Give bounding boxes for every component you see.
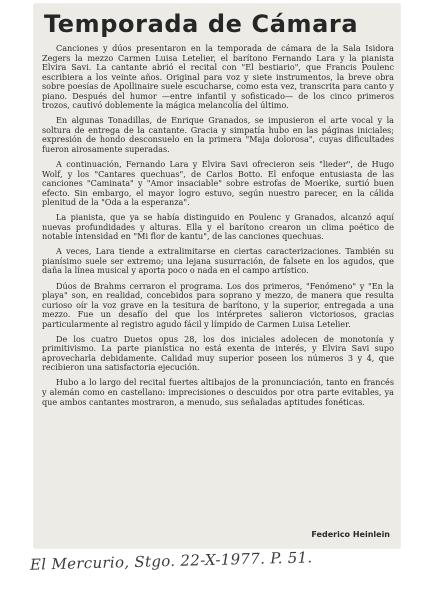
- handwritten-source-note: El Mercurio, Stgo. 22-X-1977. P. 51.: [29, 548, 313, 574]
- article-paragraph: La pianista, que ya se había distinguido en Poulenc y Granados, alcanzó aquí nuevas profundidades y alturas. Ella y el barítono crearon un clima poético de notable intensidad en "Mi flor de kantu", de las canciones quechuas.: [42, 212, 394, 242]
- article-paragraph: A veces, Lara tiende a extralimitarse en ciertas caracterizaciones. También su pianísimo suele ser extremo; una lejana susurración, de falsete en los agudos, que daña la línea musical y aporta poco o nada en el campo artístico.: [42, 246, 394, 276]
- author-signature: Federico Heinlein: [311, 530, 390, 539]
- article-paragraph: De los cuatro Duetos opus 28, los dos iniciales adolecen de monotonía y primitivismo. La parte pianística no está exenta de interés, y Elvira Savi supo aprovecharla debidamente. Calidad muy superior poseen los números 3 y 4, que recibieron una satisfactoria ejecución.: [42, 333, 394, 373]
- article-paragraph: Dúos de Brahms cerraron el programa. Los dos primeros, "Fenómeno" y "En la playa" son, en realidad, concebidos para soprano y mezzo, de manera que resulta curioso oír la voz grave en la tesitura de barítono, y la superior, entregada a una mezzo. Fue un desafío del que los intérpretes salieron victoriosos, gracias particularmente al registro agudo fácil y límpido de Carmen Luisa Letelier.: [42, 280, 394, 329]
- article-paragraph: A continuación, Fernando Lara y Elvira Savi ofrecieron seis "lieder", de Hugo Wolf, y los "Cantares quechuas", de Carlos Botto. El enfoque entusiasta de las canciones "Caminata" y "Amor insaciable" sobre estrofas de Moerike, surtió buen efecto. Sin embargo, el mayor logro estuvo, según nuestro parecer, en la cálida plenitud de la "Oda a la esperanza".: [42, 159, 394, 208]
- article-paragraph: Hubo a lo largo del recital fuertes altibajos de la pronunciación, tanto en francés y alemán como en castellano: imprecisiones o descuidos por otra parte evitables, ya que ambos cantantes mostraron, a menudo, sus señaladas aptitudes fonéticas.: [42, 377, 394, 407]
- newspaper-clipping: [34, 4, 400, 548]
- article-title: Temporada de Cámara: [44, 10, 359, 38]
- article-paragraph: En algunas Tonadillas, de Enrique Granados, se impusieron el arte vocal y la soltura de entrega de la cantante. Gracia y simpatía hubo en las páginas iniciales; expresión de hondo desconsuelo en la primera "Maja dolorosa", cuyas dificultades fueron airosamente superadas.: [42, 115, 394, 154]
- article-paragraph: Canciones y dúos presentaron en la temporada de cámara de la Sala Isidora Zegers la mezzo Carmen Luisa Letelier, el barítono Fernando Lara y la pianista Elvira Savi. La cantante abrió el recital con "El bestiario", que Francis Poulenc escribiera a los veinte años. Original para voz y siete instrumentos, la breve obra sobre poesías de Apollinaire suele escucharse, como esta vez, transcrita para canto y piano. Después del humor —entre infantil y sofisticado— de los cinco primeros trozos, cautivó doblemente la mágica melancolía del último.: [42, 43, 394, 111]
- article-body: [42, 44, 394, 413]
